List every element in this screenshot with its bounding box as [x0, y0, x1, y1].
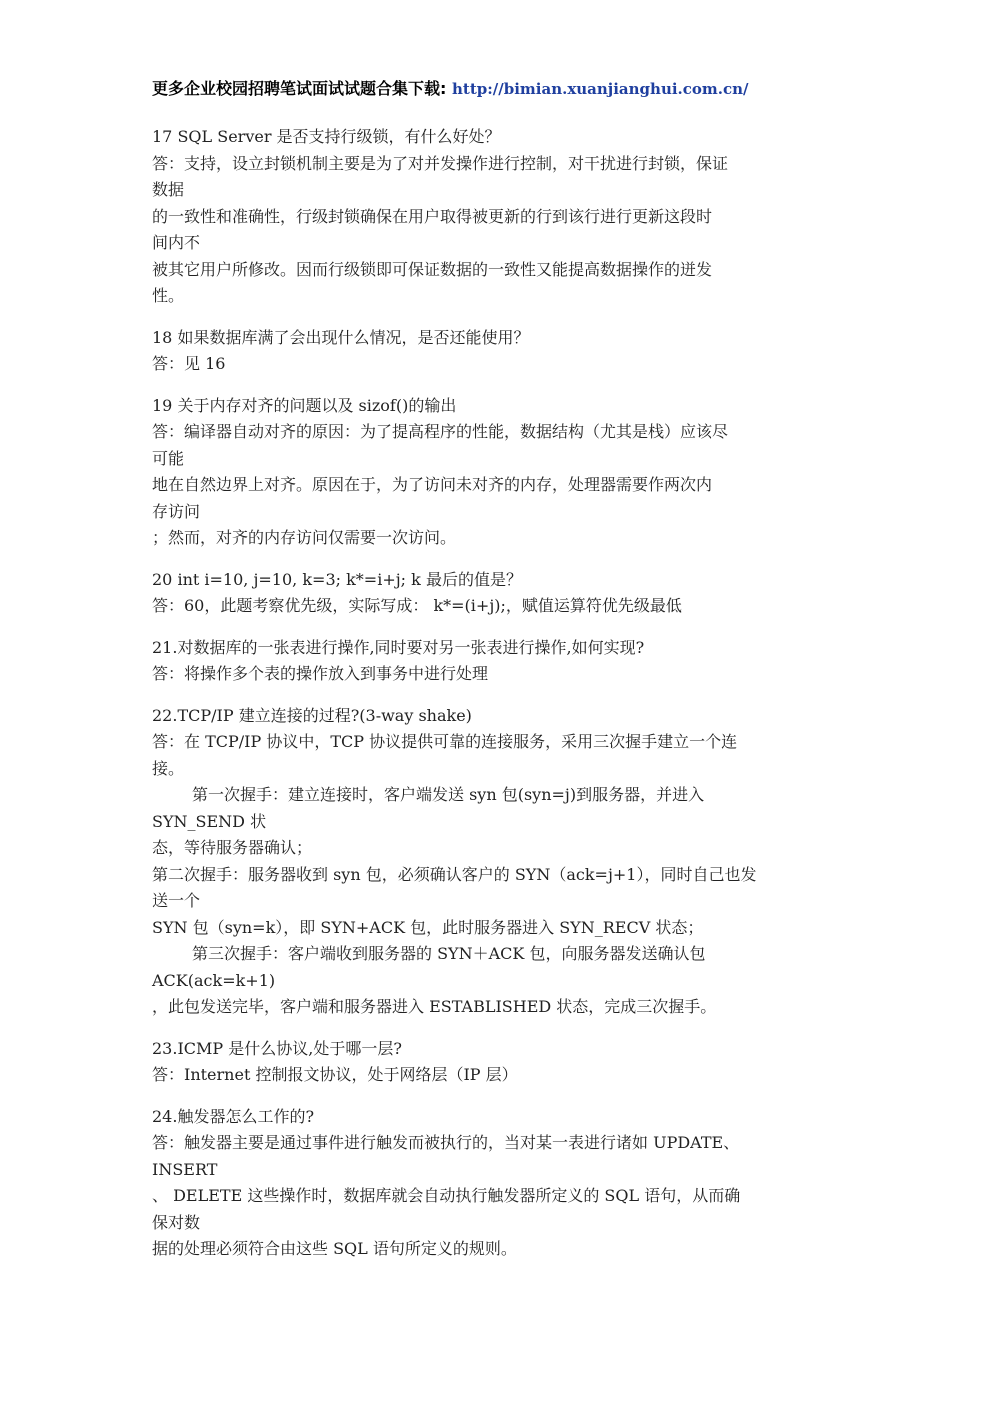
- answer-23-line-1: 答：Internet 控制报文协议，处于网络层（IP 层）: [152, 1065, 518, 1084]
- answer-17-line-4: 间内不: [152, 233, 201, 252]
- answer-21-line-1: 答：将操作多个表的操作放入到事务中进行处理: [152, 664, 489, 683]
- qa-23: [152, 1036, 852, 1089]
- answer-17-line-3: 的一致性和准确性，行级封锁确保在用户取得被更新的行到该行进行更新这段时: [152, 206, 713, 226]
- answer-22-line-2: 接。: [152, 758, 185, 778]
- answer-22-line-1: 答：在 TCP/IP 协议中，TCP 协议提供可靠的连接服务，采用三次握手建立一个连: [152, 732, 738, 751]
- answer-22-line-5: 态，等待服务器确认；: [152, 838, 313, 857]
- qa-22: [152, 703, 852, 1021]
- qa-18: [152, 325, 852, 378]
- qa-20: [152, 567, 852, 620]
- question-21: 21.对数据库的一张表进行操作,同时要对另一张表进行操作,如何实现?: [152, 637, 645, 657]
- answer-17-line-5: 被其它用户所修改。因而行级锁即可保证数据的一致性又能提高数据操作的迸发: [152, 259, 713, 279]
- answer-22-line-4: SYN_SEND 状: [152, 811, 267, 831]
- question-19: 19 关于内存对齐的问题以及 sizof()的输出: [152, 395, 457, 415]
- question-18: 18 如果数据库满了会出现什么情况，是否还能使用？: [152, 327, 530, 347]
- answer-22-line-7: 送一个: [152, 891, 201, 910]
- answer-22-line-3: 第一次握手：建立连接时，客户端发送 syn 包(syn=j)到服务器，并进入: [192, 785, 705, 804]
- answer-17-line-1: 答：支持，设立封锁机制主要是为了对并发操作进行控制，对干扰进行封锁，保证: [152, 153, 729, 173]
- answer-22-line-9: 第三次握手：客户端收到服务器的 SYN＋ACK 包，向服务器发送确认包: [192, 944, 706, 963]
- answer-24-line-4: 保对数: [152, 1212, 201, 1232]
- answer-17-line-2: 数据: [152, 180, 185, 199]
- answer-24-line-3: 、 DELETE 这些操作时，数据库就会自动执行触发器所定义的 SQL 语句，从而确: [152, 1186, 741, 1205]
- answer-22-line-8: SYN 包（syn=k），即 SYN+ACK 包，此时服务器进入 SYN_RECV 状态；: [152, 917, 704, 937]
- answer-19-line-3: 地在自然边界上对齐。原因在于，为了访问未对齐的内存，处理器需要作两次内: [152, 475, 713, 494]
- answer-20-line-1: 答：60，此题考察优先级，实际写成： k*=(i+j);，赋值运算符优先级最低: [152, 596, 682, 615]
- answer-22-line-11: ，此包发送完毕，客户端和服务器进入 ESTABLISHED 状态，完成三次握手。: [152, 997, 717, 1016]
- qa-24: [152, 1104, 852, 1263]
- answer-19-line-5: ；然而，对齐的内存访问仅需要一次访问。: [152, 528, 457, 547]
- header-link[interactable]: http://bimian.xuanjianghui.com.cn/: [451, 80, 749, 98]
- page-header: [152, 76, 749, 99]
- question-24: 24.触发器怎么工作的?: [152, 1106, 315, 1126]
- answer-22-line-10: ACK(ack=k+1): [152, 970, 276, 990]
- qa-21: [152, 635, 852, 688]
- question-20: 20 int i=10, j=10, k=3; k*=i+j; k 最后的值是？: [152, 569, 522, 589]
- qa-19: [152, 393, 852, 552]
- answer-24-line-2: INSERT: [152, 1159, 218, 1179]
- answer-18-line-1: 答：见 16: [152, 354, 226, 373]
- answer-17-line-6: 性。: [152, 286, 185, 305]
- answer-22-line-6: 第二次握手：服务器收到 syn 包，必须确认客户的 SYN（ack=j+1），同时自己也发: [152, 864, 757, 884]
- answer-19-line-2: 可能: [152, 448, 185, 468]
- question-23: 23.ICMP 是什么协议,处于哪一层?: [152, 1038, 402, 1058]
- answer-19-line-4: 存访问: [152, 501, 201, 521]
- question-22: 22.TCP/IP 建立连接的过程?(3-way shake): [152, 705, 472, 725]
- question-17: 17 SQL Server 是否支持行级锁，有什么好处？: [152, 127, 501, 146]
- qa-17: [152, 124, 852, 310]
- answer-24-line-1: 答：触发器主要是通过事件进行触发而被执行的，当对某一表进行诸如 UPDATE、: [152, 1133, 740, 1152]
- document-body: [152, 124, 852, 1263]
- answer-19-line-1: 答：编译器自动对齐的原因：为了提高程序的性能，数据结构（尤其是栈）应该尽: [152, 422, 729, 441]
- answer-24-line-5: 据的处理必须符合由这些 SQL 语句所定义的规则。: [152, 1239, 517, 1258]
- header-text: 更多企业校园招聘笔试面试试题合集下载:: [152, 79, 452, 98]
